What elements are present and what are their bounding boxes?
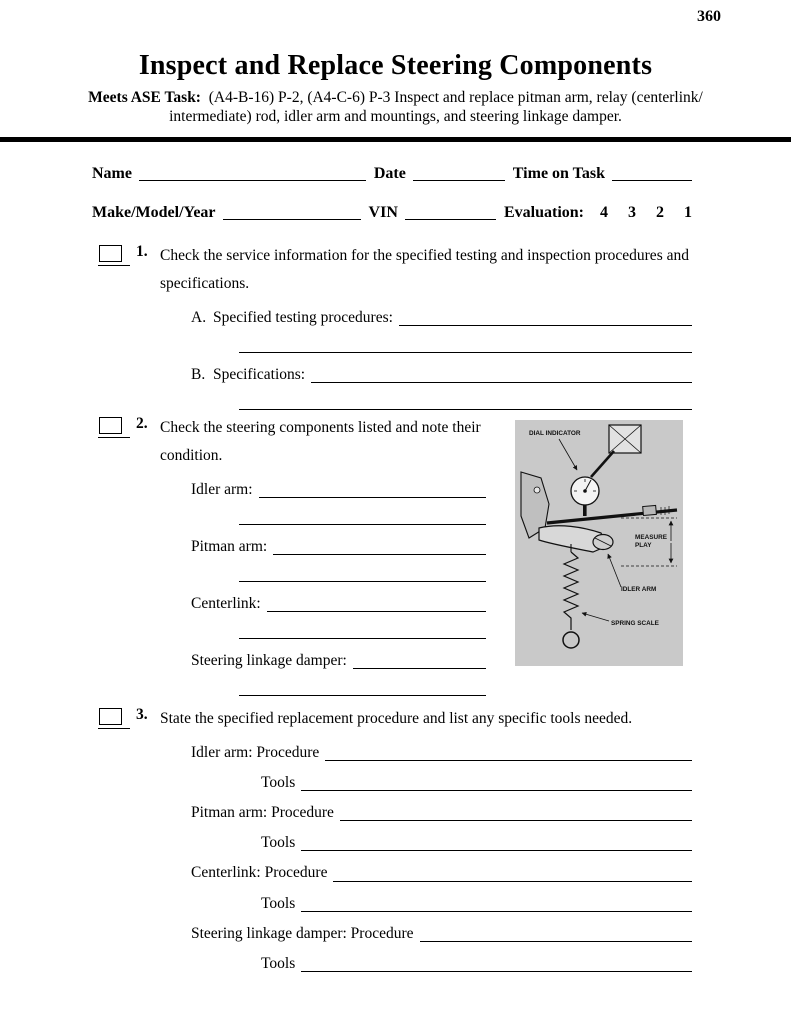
page-title: Inspect and Replace Steering Components	[138, 50, 653, 81]
task-3-number: 3.	[136, 706, 148, 723]
idler-procedure-row	[191, 743, 692, 763]
task-1-sub-a-continuation	[239, 337, 692, 355]
task-1-sub-b-letter: B.	[191, 365, 206, 383]
pitman-arm-row	[191, 537, 486, 557]
page-number: 360	[697, 8, 721, 25]
pitman-tools-blank	[301, 850, 692, 851]
testing-procedures-blank-2	[239, 352, 692, 353]
ase-task-label: Meets ASE Task:	[88, 89, 201, 106]
centerlink-procedure-label: Centerlink: Procedure	[191, 864, 328, 882]
task-1-checkbox	[99, 245, 122, 262]
name-blank	[139, 180, 366, 181]
damper-tools-row	[261, 954, 692, 974]
damper-tools-label: Tools	[261, 954, 296, 972]
task-3-body	[160, 705, 692, 974]
figure-label-play: PLAY	[635, 542, 652, 549]
ase-task-line2: intermediate) rod, idler arm and mountings, and steering linkage damper.	[169, 108, 622, 126]
centerlink-blank-2	[239, 638, 486, 639]
pitman-tools-row	[261, 833, 692, 853]
make-model-year-blank	[223, 219, 361, 220]
pitman-procedure-blank	[340, 820, 692, 821]
testing-procedures-blank	[399, 325, 692, 326]
task-1	[92, 242, 692, 412]
pitman-procedure-label: Pitman arm: Procedure	[191, 804, 334, 822]
steering-figure-svg	[515, 420, 683, 666]
idler-arm-label: Idler arm:	[191, 480, 253, 498]
centerlink-tools-blank	[301, 911, 692, 912]
figure-label-dial-indicator: DIAL INDICATOR	[529, 430, 581, 437]
time-on-task-label: Time on Task	[512, 165, 605, 182]
specifications-blank	[311, 382, 692, 383]
damper-procedure-label: Steering linkage damper: Procedure	[191, 924, 414, 942]
vehicle-info-row	[92, 204, 692, 222]
idler-tools-row	[261, 773, 692, 793]
task-1-text: Check the service information for the specified testing and inspection procedures and specifications.	[160, 247, 689, 292]
task-1-sub-b-label: Specifications:	[213, 365, 306, 383]
evaluation-value-4: 4	[600, 204, 608, 221]
date-blank	[413, 180, 505, 181]
damper-blank	[353, 668, 486, 669]
damper-label: Steering linkage damper:	[191, 652, 347, 670]
task-2-text: Check the steering components listed and note their condition.	[160, 419, 481, 464]
task-1-sub-a-letter: A.	[191, 308, 207, 326]
task-1-sub-b	[191, 365, 692, 385]
centerlink-continuation	[239, 623, 486, 641]
damper-procedure-row	[191, 924, 692, 944]
make-model-year-label: Make/Model/Year	[92, 204, 216, 221]
centerlink-tools-row	[261, 894, 692, 914]
idler-procedure-label: Idler arm: Procedure	[191, 743, 320, 761]
task-1-sub-a-label: Specified testing procedures:	[213, 308, 393, 326]
task-1-sub-b-continuation	[239, 394, 692, 412]
damper-blank-2	[239, 695, 486, 696]
centerlink-procedure-row	[191, 863, 692, 883]
idler-arm-blank	[259, 497, 486, 498]
student-info-row	[92, 165, 692, 183]
damper-tools-blank	[301, 971, 692, 972]
task-1-body	[160, 242, 692, 412]
task-1-checkbox-line	[98, 244, 130, 266]
figure-label-spring-scale: SPRING SCALE	[611, 620, 659, 627]
task-2-checkbox	[99, 417, 122, 434]
date-label: Date	[373, 165, 406, 182]
name-label: Name	[92, 165, 132, 182]
idler-procedure-blank	[325, 760, 692, 761]
evaluation-value-3: 3	[628, 204, 636, 221]
evaluation-label: Evaluation:	[503, 204, 584, 221]
specifications-blank-2	[239, 409, 692, 410]
idler-tools-label: Tools	[261, 774, 296, 792]
task-3-checkbox	[99, 708, 122, 725]
task-2-checkbox-line	[98, 416, 130, 438]
centerlink-procedure-blank	[333, 881, 692, 882]
pitman-arm-continuation	[239, 566, 486, 584]
task-3-checkbox-cell	[92, 705, 136, 974]
centerlink-row	[191, 594, 486, 614]
idler-arm-blank-2	[239, 524, 486, 525]
figure-label-measure: MEASURE	[635, 534, 667, 541]
pitman-procedure-row	[191, 803, 692, 823]
vin-label: VIN	[368, 204, 398, 221]
figure-label-idler-arm: IDLER ARM	[621, 586, 657, 593]
centerlink-blank	[267, 611, 486, 612]
damper-continuation	[239, 680, 486, 698]
pitman-arm-label: Pitman arm:	[191, 537, 268, 555]
ase-task-codes: (A4-B-16) P-2, (A4-C-6) P-3 Inspect and replace pitman arm, relay (centerlink/	[208, 89, 703, 106]
magnetic-base-icon	[609, 425, 641, 453]
time-on-task-blank	[612, 180, 692, 181]
pitman-tools-label: Tools	[261, 834, 296, 852]
task-3-checkbox-line	[98, 707, 130, 729]
task-2-body	[160, 414, 486, 698]
idler-arm-row	[191, 480, 486, 500]
pitman-arm-blank	[273, 554, 486, 555]
evaluation-value-1: 1	[684, 204, 692, 221]
task-1-checkbox-cell	[92, 242, 136, 412]
idler-arm-continuation	[239, 509, 486, 527]
task-1-number: 1.	[136, 243, 148, 260]
task-1-sub-a	[191, 308, 692, 328]
steering-measurement-figure	[515, 420, 683, 666]
task-3-text: State the specified replacement procedure and list any specific tools needed.	[160, 710, 633, 727]
task-3	[92, 705, 692, 974]
damper-row	[191, 651, 486, 671]
centerlink-label: Centerlink:	[191, 595, 261, 613]
evaluation-value-2: 2	[656, 204, 664, 221]
task-2-number: 2.	[136, 415, 148, 432]
evaluation-scale	[584, 204, 692, 222]
pitman-arm-blank-2	[239, 581, 486, 582]
task-2-checkbox-cell	[92, 414, 136, 698]
centerlink-tools-label: Tools	[261, 894, 296, 912]
idler-tools-blank	[301, 790, 692, 791]
damper-procedure-blank	[420, 941, 692, 942]
vin-blank	[405, 219, 496, 220]
